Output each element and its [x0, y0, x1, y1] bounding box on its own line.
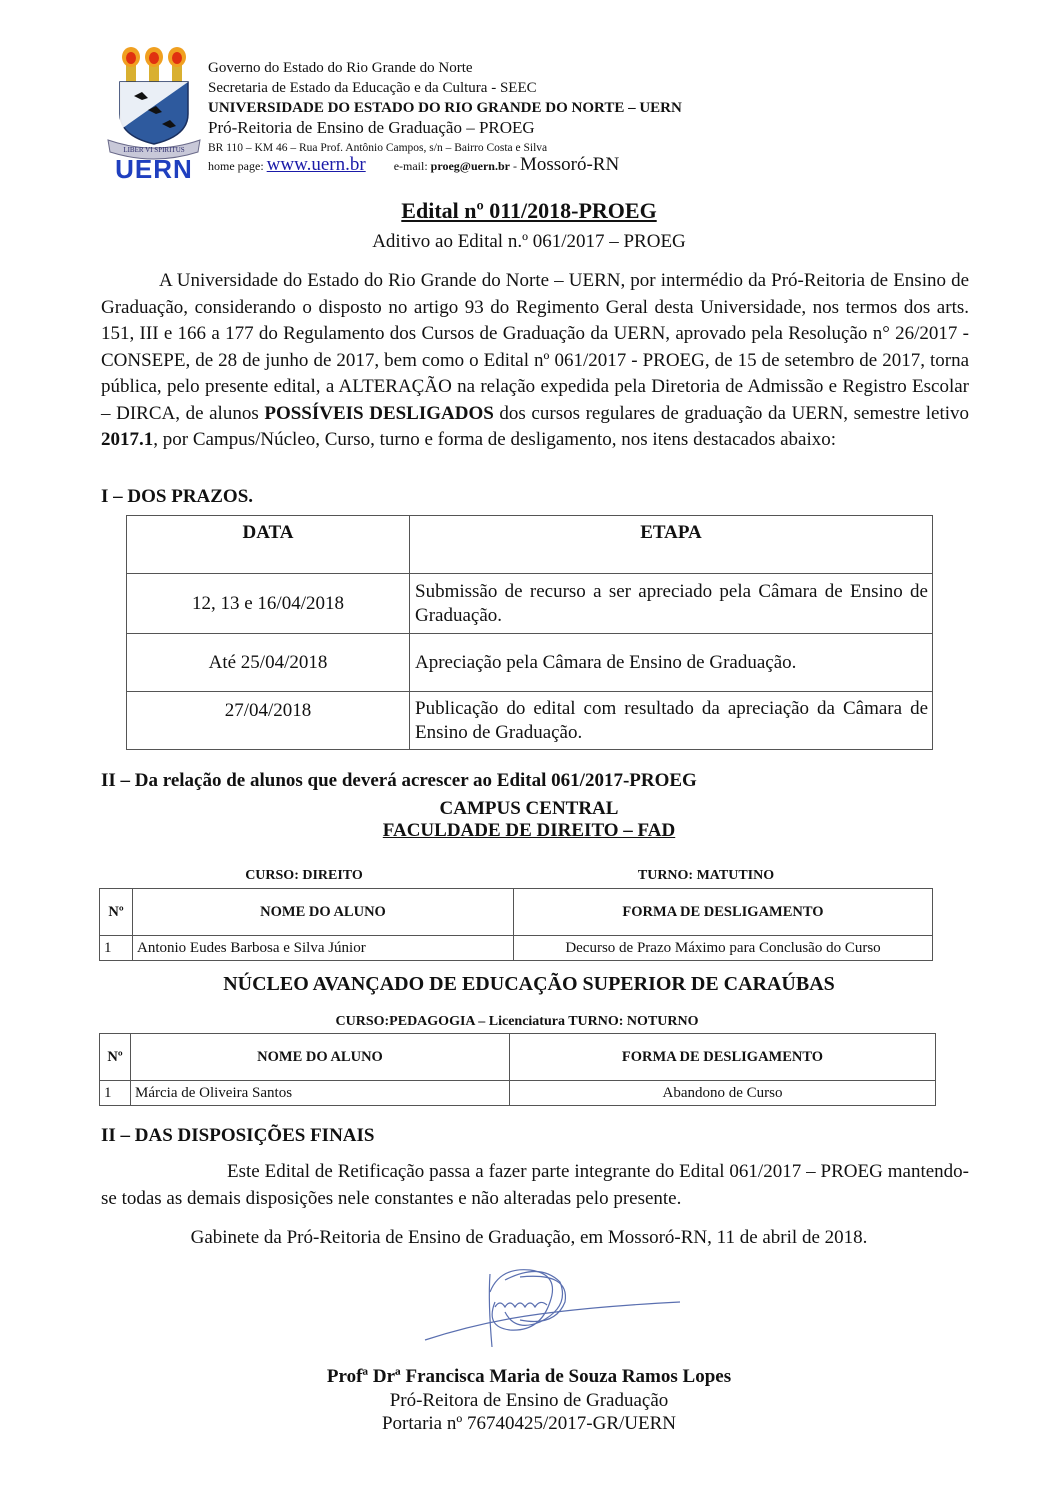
section-disposicoes-heading: II – DAS DISPOSIÇÕES FINAIS [101, 1125, 375, 1146]
section-prazos-heading: I – DOS PRAZOS. [101, 486, 254, 507]
column-header-numero: Nº [100, 1034, 131, 1081]
table-row [127, 574, 933, 634]
document-title [0, 198, 1058, 224]
table-header-row [100, 1034, 936, 1081]
column-header-nome: NOME DO ALUNO [131, 1034, 510, 1081]
header-city: Mossoró-RN [519, 154, 620, 175]
header-secretaria: Secretaria de Estado da Educação e da Cultura - SEEC [208, 80, 537, 96]
table-header-row [100, 889, 933, 936]
disposicoes-paragraph [101, 1158, 969, 1212]
homepage-label: home page: [208, 159, 267, 173]
logo-text: UERN [115, 154, 193, 184]
prazo-data: 12, 13 e 16/04/2018 [127, 574, 410, 634]
table-row [127, 634, 933, 692]
column-header-forma: FORMA DE DESLIGAMENTO [514, 889, 933, 936]
campus-name: CAMPUS CENTRAL [439, 798, 619, 819]
curso-label: CURSO: DIREITO [245, 868, 363, 883]
signature-icon [420, 1262, 700, 1352]
aluno-forma: Abandono de Curso [510, 1081, 936, 1106]
homepage-link[interactable]: www.uern.br [266, 154, 366, 175]
prazo-data: Até 25/04/2018 [127, 634, 410, 692]
alunos-table-direito [99, 888, 933, 961]
intro-text-2: dos cursos regulares de graduação da UERN, semestre letivo [493, 402, 969, 424]
signatory-portaria: Portaria nº 76740425/2017-GR/UERN [381, 1413, 677, 1434]
uern-logo [106, 44, 202, 184]
column-header-data: DATA [127, 516, 410, 574]
prazo-etapa: Publicação do edital com resultado da apreciação da Câmara de Ensino de Graduação. [410, 692, 933, 750]
signatory-name: Profª Drª Francisca Maria de Souza Ramos Lopes [326, 1366, 732, 1387]
curso-turno-label: CURSO:PEDAGOGIA – Licenciatura TURNO: NOTURNO [335, 1014, 699, 1029]
column-header-etapa: ETAPA [410, 516, 933, 574]
intro-bold-2: 2017.1 [101, 429, 154, 450]
table-header-row [127, 516, 933, 574]
header-proreitoria: Pró-Reitoria de Ensino de Graduação – PROEG [208, 118, 535, 137]
header-government: Governo do Estado do Rio Grande do Norte [208, 60, 473, 76]
header-contacts [208, 155, 619, 176]
aluno-numero: 1 [100, 1081, 131, 1106]
disposicoes-text: Este Edital de Retificação passa a fazer parte integrante do Edital 061/2017 – PROEG mantendo-se todas as demais disposições nele constantes e não alteradas pelo presente. [101, 1161, 969, 1209]
document-title-text: Edital nº 011/2018-PROEG [401, 198, 657, 223]
header-university: UNIVERSIDADE DO ESTADO DO RIO GRANDE DO NORTE – UERN [208, 100, 682, 116]
prazo-etapa: Submissão de recurso a ser apreciado pela Câmara de Ensino de Graduação. [410, 574, 933, 634]
table-row [100, 936, 933, 961]
header-address: BR 110 – KM 46 – Rua Prof. Antônio Campos, s/n – Bairro Costa e Silva [208, 142, 548, 154]
document-subtitle: Aditivo ao Edital n.º 061/2017 – PROEG [372, 231, 686, 252]
prazos-table [126, 515, 933, 750]
faculdade-name: FACULDADE DE DIREITO – FAD [382, 820, 676, 841]
turno-label: TURNO: MATUTINO [637, 868, 775, 883]
aluno-nome: Márcia de Oliveira Santos [131, 1081, 510, 1106]
intro-text-1: A Universidade do Estado do Rio Grande do Norte – UERN, por intermédio da Pró-Reitoria de Ensino de Graduação, considerando o disposto no artigo 93 do Regimento Geral desta Universidade, nos termos dos arts. 151, III e 166 a 177 do Regulamento dos Cursos de Graduação da UERN, aprovado pela Resolução n° 26/2017 - CONSEPE, de 28 de junho de 2017, bem como o Edital nº 061/2017 - PROEG, de 15 de setembro de 2017, torna pública, pelo presente edital, a ALTERAÇÃO na relação expedida pela Diretoria de Admissão e Registro Escolar – DIRCA, de alunos [101, 270, 969, 424]
signature-scribble [420, 1262, 700, 1352]
alunos-table-pedagogia [99, 1033, 936, 1106]
column-header-forma: FORMA DE DESLIGAMENTO [510, 1034, 936, 1081]
nucleo-name: NÚCLEO AVANÇADO DE EDUCAÇÃO SUPERIOR DE CARAÚBAS [223, 973, 835, 995]
intro-text-3: , por Campus/Núcleo, Curso, turno e forma de desligamento, nos itens destacados abaixo: [153, 429, 837, 450]
aluno-numero: 1 [100, 936, 133, 961]
email-separator: - [509, 159, 520, 173]
column-header-numero: Nº [100, 889, 133, 936]
aluno-forma: Decurso de Prazo Máximo para Conclusão do Curso [514, 936, 933, 961]
column-header-nome: NOME DO ALUNO [133, 889, 514, 936]
email-address: proeg@uern.br [430, 159, 510, 173]
aluno-nome: Antonio Eudes Barbosa e Silva Júnior [133, 936, 514, 961]
svg-text:LIBER VI SPIRITUS: LIBER VI SPIRITUS [123, 146, 185, 154]
intro-paragraph [101, 268, 969, 454]
prazo-data: 27/04/2018 [127, 692, 410, 750]
section-relacao-heading: II – Da relação de alunos que deverá acrescer ao Edital 061/2017-PROEG [101, 770, 697, 791]
table-row [100, 1081, 936, 1106]
email-label: e-mail: [393, 159, 431, 173]
closing-line: Gabinete da Pró-Reitoria de Ensino de Graduação, em Mossoró-RN, 11 de abril de 2018. [190, 1227, 868, 1248]
signatory-role: Pró-Reitora de Ensino de Graduação [389, 1390, 669, 1411]
table-row [127, 692, 933, 750]
intro-bold-1: POSSÍVEIS DESLIGADOS [264, 402, 494, 424]
prazo-etapa: Apreciação pela Câmara de Ensino de Graduação. [410, 634, 933, 692]
